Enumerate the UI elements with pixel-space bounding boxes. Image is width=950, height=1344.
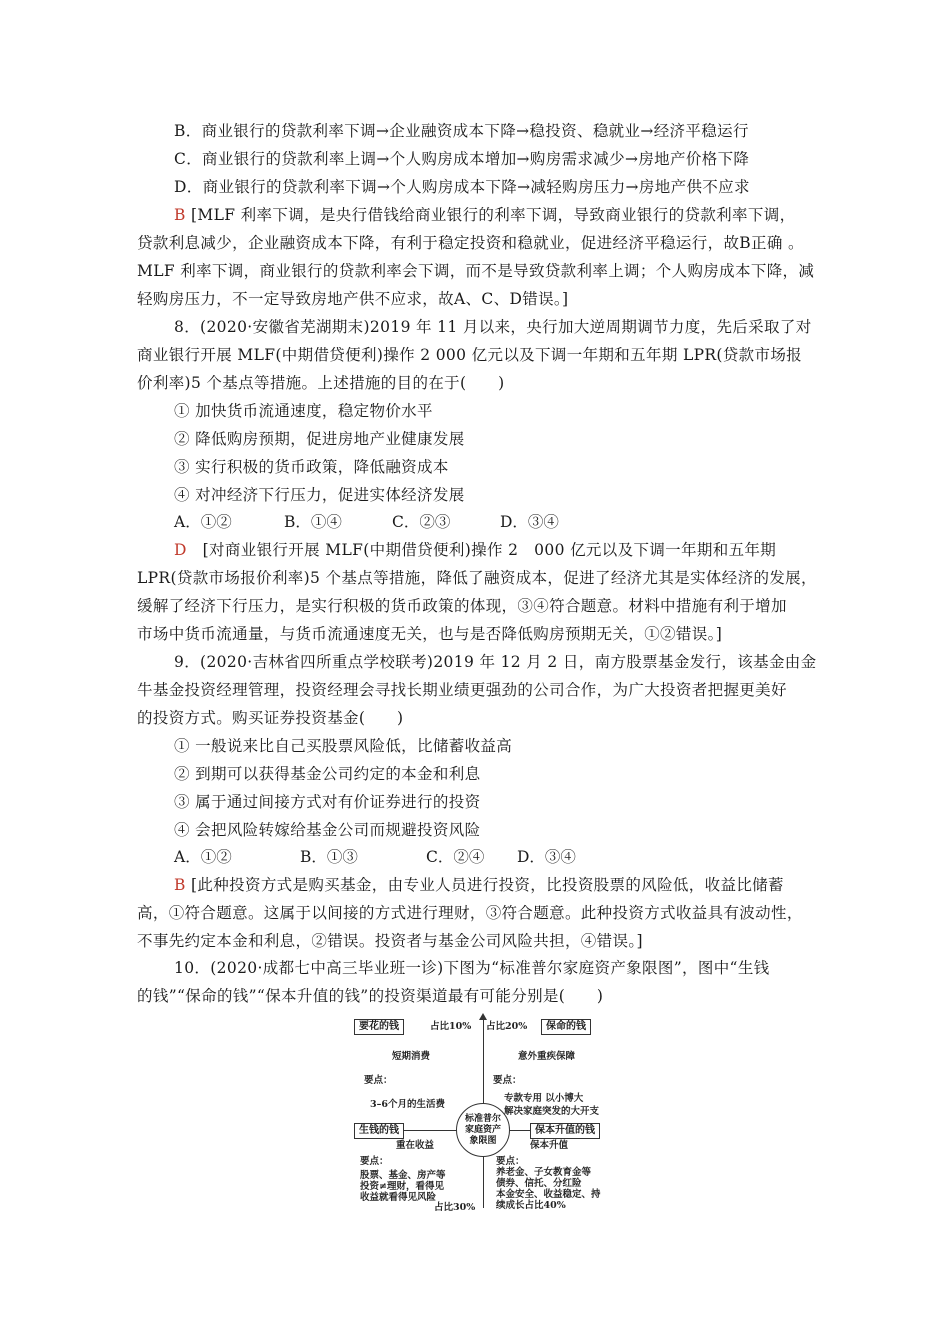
quadrant-text-preserve-3: 本金安全、收益稳定、持: [496, 1189, 601, 1200]
quadrant-sub-spending: 短期消费: [392, 1051, 431, 1062]
quadrant-sub-growth: 重在收益: [396, 1140, 435, 1151]
quadrant-text-growth-3: 收益就看得见风险: [360, 1192, 437, 1203]
quadrant-text-protection-2: 解决家庭突发的大开支: [504, 1106, 600, 1117]
q7-option-b: B．商业银行的贷款利率下调→企业融资成本下降→稳投资、稳就业→经济平稳运行: [174, 122, 749, 140]
q7-option-c: C．商业银行的贷款利率上调→个人购房成本增加→购房需求减少→房地产价格下降: [174, 150, 750, 168]
q9-answer-line2: 高，①符合题意。这属于以间接的方式进行理财，③符合题意。此种投资方式收益具有波动性，: [137, 904, 803, 922]
q9-stem-line1: 9．(2020·吉林省四所重点学校联考)2019 年 12 月 2 日，南方股票基金发行，该基金由金: [174, 653, 817, 671]
quadrant-text-spending: 3–6个月的生活费: [370, 1099, 445, 1110]
q8-item-2: ② 降低购房预期，促进房地产业健康发展: [174, 430, 465, 448]
q9-item-1: ① 一般说来比自己买股票风险低，比储蓄收益高: [174, 737, 513, 755]
quadrant-pct-spending: 占比10%: [430, 1021, 472, 1032]
quadrant-key-growth: 要点：: [360, 1156, 389, 1167]
quadrant-pct-protection: 占比20%: [486, 1021, 528, 1032]
q9-choice-d[interactable]: D．③④: [517, 848, 576, 866]
quadrant-text-growth-2: 投资≠理财，看得见: [360, 1181, 444, 1192]
q9-choice-c[interactable]: C．②④: [426, 848, 485, 866]
q8-answer-line1: [174, 540, 814, 560]
q8-stem-line2: 商业银行开展 MLF(中期借贷便利)操作 2 000 亿元以及下调一年期和五年期 LPR(贷款市场报: [137, 346, 803, 364]
quadrant-key-spending: 要点：: [364, 1075, 393, 1086]
quadrant-text-preserve-4: 续成长占比40%: [496, 1200, 566, 1211]
q8-choice-a[interactable]: A．①②: [174, 513, 232, 531]
q7-answer-line3: MLF 利率下调，商业银行的贷款利率会下调，而不是导致贷款利率上调；个人购房成本下降，减: [137, 262, 815, 280]
q8-choice-b[interactable]: B．①④: [284, 513, 342, 531]
q9-stem-line3: 的投资方式。购买证券投资基金( ): [137, 709, 404, 727]
q7-answer-line4: 轻购房压力，不一定导致房地产供不应求，故A、C、D错误。]: [137, 290, 569, 308]
quadrant-label-spending: 要花的钱: [354, 1019, 404, 1035]
q9-stem-line2: 牛基金投资经理管理，投资经理会寻找长期业绩更强劲的公司合作，为广大投资者把握更美好: [137, 681, 787, 699]
quadrant-pct-growth: 占比30%: [434, 1202, 476, 1213]
q9-choice-b[interactable]: B．①③: [300, 848, 358, 866]
answer-text: [此种投资方式是购买基金，由专业人员进行投资，比投资股票的风险低，收益比储蓄: [185, 876, 784, 894]
q8-answer-line3: 缓解了经济下行压力，是实行积极的货币政策的体现，③④符合题意。材料中措施有利于增加: [137, 597, 787, 615]
q8-item-4: ④ 对冲经济下行压力，促进实体经济发展: [174, 486, 465, 504]
q8-item-3: ③ 实行积极的货币政策，降低融资成本: [174, 458, 449, 476]
quadrant-key-protection: 要点：: [493, 1075, 522, 1086]
q10-stem-line2: 的钱”“保命的钱”“保本升值的钱”的投资渠道最有可能分别是( ): [137, 987, 604, 1005]
quadrant-sub-preserve: 保本升值: [530, 1140, 569, 1151]
quadrant-key-preserve: 要点：: [496, 1156, 525, 1167]
quadrant-label-preserve: 保本升值的钱: [530, 1123, 600, 1139]
q10-stem-line1: 10．(2020·成都七中高三毕业班一诊)下图为“标准普尔家庭资产象限图”，图中“生钱: [174, 959, 770, 977]
q8-answer-line2: LPR(贷款市场报价利率)5 个基点等措施，降低了融资成本，促进了经济尤其是实体经济的发展，: [137, 569, 817, 587]
quadrant-label-protection: 保命的钱: [541, 1019, 591, 1035]
center-circle: [456, 1103, 510, 1157]
quadrant-text-growth-1: 股票、基金、房产等: [360, 1170, 446, 1181]
q8-answer-line4: 市场中货币流通量，与货币流通速度无关，也与是否降低购房预期无关，①②错误。]: [137, 625, 723, 643]
q9-answer-line1: [174, 875, 814, 895]
quadrant-label-growth: 生钱的钱: [354, 1123, 404, 1139]
q9-item-2: ② 到期可以获得基金公司约定的本金和利息: [174, 765, 481, 783]
answer-text: [对商业银行开展 MLF(中期借贷便利)操作 2 000 亿元以及下调一年期和五年期: [186, 541, 777, 559]
quadrant-text-protection-1: 专款专用 以小博大: [504, 1093, 584, 1104]
asset-quadrant-figure: [350, 1013, 615, 1213]
quadrant-text-preserve-2: 债券、信托、分红险: [496, 1178, 582, 1189]
answer-letter: B: [174, 206, 186, 224]
quadrant-text-preserve-1: 养老金、子女教育金等: [496, 1167, 592, 1178]
q7-answer-line2: 贷款利息减少，企业融资成本下降，有利于稳定投资和稳就业，促进经济平稳运行，故B正确 。: [137, 234, 804, 252]
q8-stem-line1: 8．(2020·安徽省芜湖期末)2019 年 11 月以来，央行加大逆周期调节力度，先后采取了对: [174, 318, 812, 336]
answer-letter: B: [174, 876, 186, 894]
q8-stem-line3: 价利率)5 个基点等措施。上述措施的目的在于( ): [137, 374, 505, 392]
q8-choice-c[interactable]: C．②③: [392, 513, 451, 531]
q9-answer-line3: 不事先约定本金和利息，②错误。投资者与基金公司风险共担，④错误。]: [137, 932, 643, 950]
q7-answer-line1: [174, 205, 814, 225]
q7-option-d: D．商业银行的贷款利率下调→个人购房成本下降→减轻购房压力→房地产供不应求: [174, 178, 750, 196]
q8-item-1: ① 加快货币流通速度，稳定物价水平: [174, 402, 433, 420]
q9-item-3: ③ 属于通过间接方式对有价证券进行的投资: [174, 793, 481, 811]
q9-choice-a[interactable]: A．①②: [174, 848, 232, 866]
q8-choice-d[interactable]: D．③④: [500, 513, 559, 531]
quadrant-sub-protection: 意外重疾保障: [518, 1051, 576, 1062]
q9-item-4: ④ 会把风险转嫁给基金公司而规避投资风险: [174, 821, 481, 839]
answer-letter: D: [174, 541, 187, 559]
answer-text: [MLF 利率下调，是央行借钱给商业银行的利率下调，导致商业银行的贷款利率下调，: [185, 206, 796, 224]
center-label: 标准普尔家庭资产象限图: [464, 1113, 501, 1146]
